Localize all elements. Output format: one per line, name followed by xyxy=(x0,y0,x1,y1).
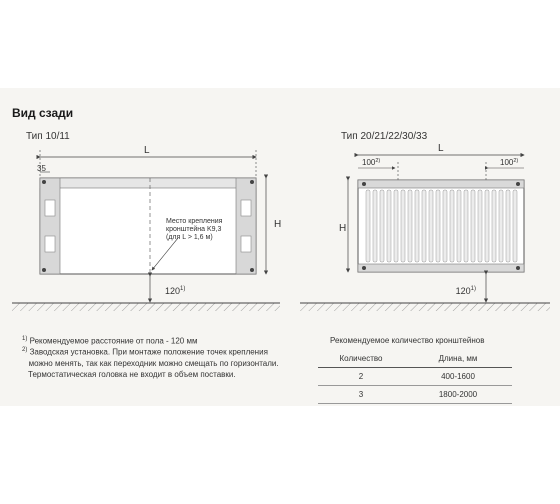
right-dim-length: L xyxy=(438,143,444,154)
radiator-fin xyxy=(457,190,461,262)
radiator-fin xyxy=(387,190,391,262)
right-floor-gap: 120$^{1)}$ xyxy=(455,286,476,296)
right-offset-left: 100$^{2)}$ xyxy=(362,158,381,167)
right-dim-height: H xyxy=(339,223,347,234)
radiator-fin xyxy=(471,190,475,262)
radiator-fin xyxy=(408,190,412,262)
radiator-fin xyxy=(485,190,489,262)
left-dim-height: H xyxy=(274,219,282,230)
radiator-fin xyxy=(436,190,440,262)
radiator-fin xyxy=(401,190,405,262)
brackets-table xyxy=(318,351,512,404)
right-radiator-drawing xyxy=(300,143,550,311)
radiator-fin xyxy=(513,190,517,262)
radiator-fin xyxy=(464,190,468,262)
radiator-fin xyxy=(373,190,377,262)
radiator-fin xyxy=(380,190,384,262)
left-dim-length: L xyxy=(144,145,150,156)
radiator-fin xyxy=(478,190,482,262)
left-radiator-drawing xyxy=(12,145,281,311)
radiator-fin xyxy=(499,190,503,262)
radiator-fin xyxy=(394,190,398,262)
radiator-fin xyxy=(450,190,454,262)
mount-note-line-1: Место крепления xyxy=(166,218,223,225)
right-type-label: Тип 20/21/22/30/33 xyxy=(341,131,428,142)
left-floor-gap: 120$^{1)}$ xyxy=(165,286,186,296)
right-offset-right: 100$^{2)}$ xyxy=(500,158,519,167)
footnote-2: $^{2)}$ Заводская установка. При монтаже положение точек крепления можно менять, так как переходник можно смещать по горизонтали. xyxy=(22,347,279,368)
table-row: 2 400-1600 xyxy=(318,368,512,386)
brackets-table-caption: Рекомендуемое количество кронштейнов xyxy=(330,336,485,345)
radiator-fin xyxy=(492,190,496,262)
table-row: 3 1800-2000 xyxy=(318,386,512,404)
table-header-quantity: Количество xyxy=(318,351,404,368)
table-header-length: Длина, мм xyxy=(404,351,512,368)
footnote-1: $^{1)}$ Рекомендуемое расстояние от пола - 120 мм xyxy=(22,336,198,346)
radiator-fin xyxy=(443,190,447,262)
left-dim-side: 35 xyxy=(37,164,46,173)
mount-note-line-3: (для L > 1,6 м) xyxy=(166,234,213,241)
radiator-fin xyxy=(422,190,426,262)
view-title: Вид сзади xyxy=(12,106,74,120)
footnote-3: Термостатическая головка не входит в объем поставки. xyxy=(28,370,236,379)
radiator-fin xyxy=(506,190,510,262)
radiator-fin xyxy=(429,190,433,262)
radiator-fin xyxy=(415,190,419,262)
left-type-label: Тип 10/11 xyxy=(26,131,70,142)
radiator-fin xyxy=(366,190,370,262)
mount-note-line-2: кронштейна K9,3 xyxy=(166,226,222,233)
